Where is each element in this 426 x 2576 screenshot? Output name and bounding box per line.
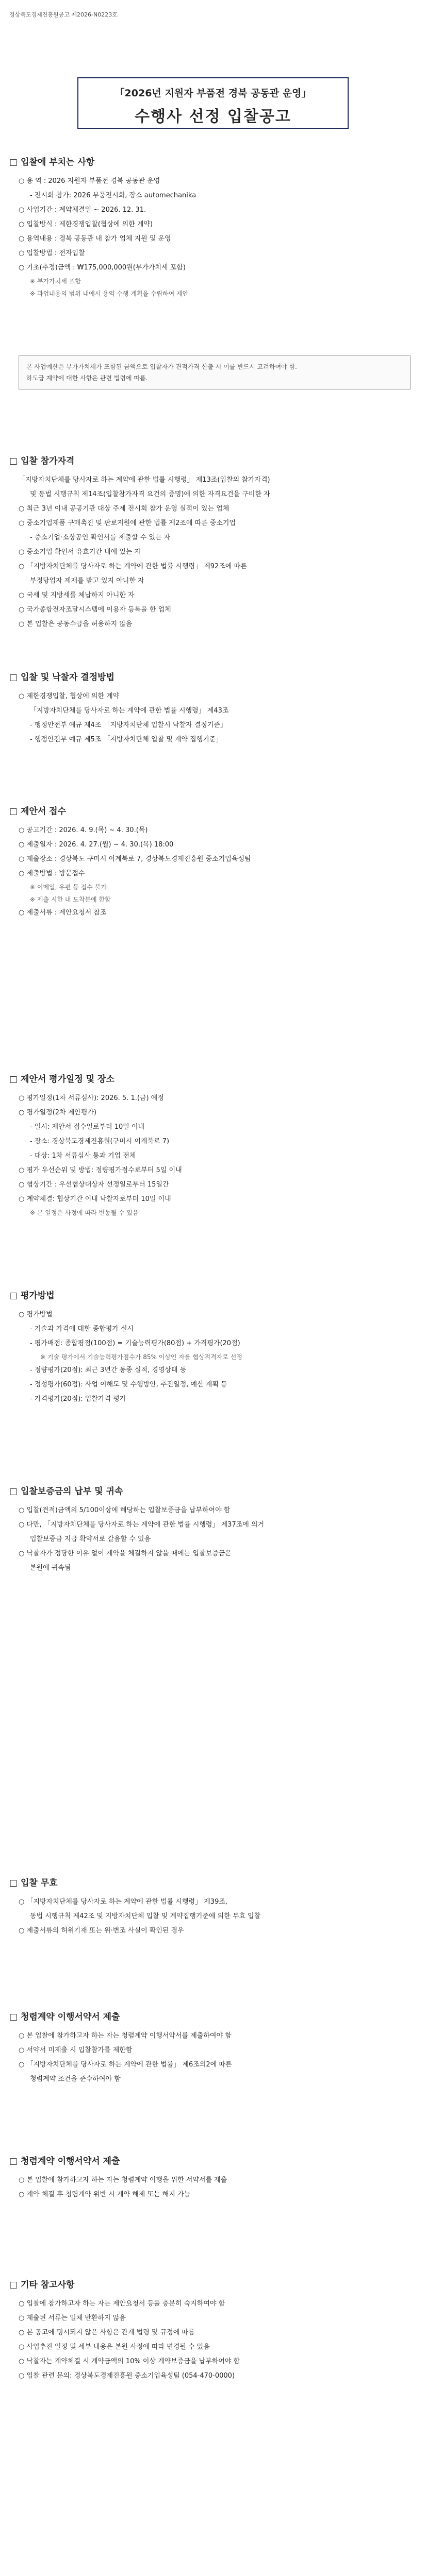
note: ※ 제출 시한 내 도착분에 한함 <box>30 896 111 903</box>
line: ○ 낙찰자는 계약체결 시 계약금액의 10% 이상 계약보증금을 납부하여야 함 <box>19 2358 240 2365</box>
line: ○ 「지방자치단체를 당사자로 하는 계약에 관한 법률 시행령」 제92조에 따른 <box>19 563 247 570</box>
section-other-notes <box>9 2277 417 2384</box>
line: ○ 본 공고에 명시되지 않은 사항은 관계 법령 및 규정에 따름 <box>19 2329 195 2336</box>
section-heading: □ 청렴계약 이행서약서 제출 <box>9 2156 120 2166</box>
line: - 평가배점: 종합평점(100점) = 기술능력평가(80점) + 가격평가(20점) <box>30 1340 240 1347</box>
note: ※ 기술 평가에서 기술능력평가점수가 85% 이상인 자를 협상적격자로 선정 <box>40 1353 242 1361</box>
line: ○ 평가일정(1차 서류심사): 2026. 5. 1.(금) 예정 <box>19 1094 164 1102</box>
line: ○ 제한경쟁입찰, 협상에 의한 계약 <box>19 692 120 700</box>
line: ○ 제출방법 : 방문접수 <box>19 870 85 877</box>
line: - 행정안전부 예규 제5조 「지방자치단체 입찰 및 계약 집행기준」 <box>30 736 223 743</box>
note: ※ 이메일, 우편 등 접수 불가 <box>30 884 107 891</box>
line: ○ 서약서 미제출 시 입찰참가를 제한함 <box>19 2046 133 2054</box>
section-heading: □ 입찰 참가자격 <box>9 456 75 466</box>
line: 「지방자치단체를 당사자로 하는 계약에 관한 법률 시행령」 제43조 <box>30 707 229 715</box>
line: - 행정안전부 예규 제4조 「지방자치단체 입찰시 낙찰자 결정기준」 <box>30 721 227 729</box>
section-heading: □ 제안서 평가일정 및 장소 <box>9 1074 114 1084</box>
section-evaluation-method <box>9 1288 417 1407</box>
box-line: 본 사업예산은 부가가치세가 포함된 금액으로 입찰자가 견적가격 산출 시 이를 반드시 고려하여야 함. <box>26 363 297 370</box>
line: ○ 다만, 「지방자치단체를 당사자로 하는 계약에 관한 법률 시행령」 제37조에 의거 <box>19 1521 265 1529</box>
section-evaluation-schedule <box>9 1072 417 1219</box>
notice-number: 경상북도경제진흥원공고 제2026-N0223호 <box>9 11 118 18</box>
line: ○ 국세 및 지방세를 체납하지 아니한 자 <box>19 591 135 599</box>
line: - 정성평가(60점): 사업 이해도 및 수행방안, 추진일정, 예산 계획 등 <box>30 1381 227 1388</box>
line: ○ 중소기업제품 구매촉진 및 판로지원에 관한 법률 제2조에 따른 중소기업 <box>19 519 236 527</box>
line: ○ 계약체결: 협상기간 이내 낙찰자로부터 10일 이내 <box>19 1195 171 1203</box>
line: ○ 용 역 : 2026 지원자 부품전 경북 공동관 운영 <box>19 177 160 185</box>
box-line: 하도급 계약에 대한 사항은 관련 법령에 따름. <box>26 375 148 382</box>
section-heading: □ 입찰에 부치는 사항 <box>9 157 95 167</box>
line: ○ 용역내용 : 경북 공동관 내 참가 업체 지원 및 운영 <box>19 235 171 243</box>
line: 청렴계약 조건을 준수하여야 함 <box>30 2075 121 2083</box>
section-heading: □ 청렴계약 이행서약서 제출 <box>9 2012 120 2022</box>
section-heading: □ 입찰보증금의 납부 및 귀속 <box>9 1486 123 1497</box>
line: - 장소: 경상북도경제진흥원(구미시 이계북로 7) <box>30 1138 170 1145</box>
line: - 일시: 제안서 접수일로부터 10일 이내 <box>30 1123 145 1131</box>
line: ○ 입찰에 참가하고자 하는 자는 제안요청서 등을 충분히 숙지하여야 함 <box>19 2300 225 2308</box>
section-heading: □ 제안서 접수 <box>9 806 67 817</box>
line: 부정당업자 제재를 받고 있지 아니한 자 <box>30 577 144 585</box>
line: ○ 공고기간 : 2026. 4. 9.(목) ~ 4. 30.(목) <box>19 826 148 834</box>
page-title: 수행사 선정 입찰공고 <box>135 108 291 126</box>
note: ※ 과업내용의 범위 내에서 용역 수행 계획을 수립하여 제안 <box>30 290 189 297</box>
line: ○ 중소기업 확인서 유효기간 내에 있는 자 <box>19 548 141 556</box>
line: ○ 기초(추정)금액 : ₩175,000,000원(부가가치세 포함) <box>19 264 186 272</box>
section-bid-invalid <box>9 1875 417 1939</box>
section-bid-items <box>9 155 417 300</box>
notice-box <box>19 355 411 389</box>
line: ○ 「지방자치단체를 당사자로 하는 계약에 관한 법률 시행령」 제39조, <box>19 1898 228 1906</box>
line: - 전시회 참가: 2026 부품전시회, 장소 automechanika <box>30 192 196 199</box>
line: ○ 제출일자 : 2026. 4. 27.(월) ~ 4. 30.(목) 18:00 <box>19 841 174 849</box>
line: ○ 입찰 관련 문의: 경상북도경제진흥원 중소기업육성팀 (054-470-0000) <box>19 2372 235 2380</box>
line: ○ 제출된 서류는 일체 반환하지 않음 <box>19 2314 126 2322</box>
line: ○ 사업추진 일정 및 세부 내용은 본원 사정에 따라 변경될 수 있음 <box>19 2343 210 2351</box>
title-small: 「2026년 지원자 부품전 경북 공동관 운영」 <box>114 88 312 99</box>
line: ○ 계약 체결 후 청렴계약 위반 시 계약 해제 또는 해지 가능 <box>19 2191 191 2198</box>
line: ○ 국가종합전자조달시스템에 이용자 등록을 한 업체 <box>19 606 171 614</box>
line: ○ 평가일정(2차 제안평가) <box>19 1109 97 1116</box>
line: ○ 제출서류의 허위기재 또는 위·변조 사실이 확인된 경우 <box>19 1927 184 1935</box>
line: - 정량평가(20점): 최근 3년간 동종 실적, 경영상태 등 <box>30 1366 187 1374</box>
section-heading: □ 평가방법 <box>9 1291 55 1301</box>
line: ○ 제출장소 : 경상북도 구미시 이계북로 7, 경상북도경제진흥원 중소기업육성팀 <box>19 855 251 863</box>
line: ○ 제출서류 : 제안요청서 참조 <box>19 909 107 917</box>
line: ○ 평가방법 <box>19 1311 53 1318</box>
line: - 중소기업·소상공인 확인서를 제출할 수 있는 자 <box>30 534 171 541</box>
line: ○ 「지방자치단체를 당사자로 하는 계약에 관한 법률」 제6조의2에 따른 <box>19 2061 232 2069</box>
section-integrity-contract <box>9 2154 417 2202</box>
line: ○ 사업기간 : 계약체결일 ~ 2026. 12. 31. <box>19 206 146 214</box>
line: ○ 본 입찰에 참가하고자 하는 자는 청렴계약 이행서약서를 제출하여야 함 <box>19 2032 232 2040</box>
section-eligibility <box>9 453 417 632</box>
line: 입찰보증금 지급 확약서로 갈음할 수 있음 <box>30 1535 151 1543</box>
section-submission <box>9 804 417 921</box>
line: ○ 입찰(견적)금액의 5/100이상에 해당하는 입찰보증금을 납부하여야 함 <box>19 1506 231 1514</box>
section-award-method <box>9 670 417 748</box>
line: ○ 본 입찰에 참가하고자 하는 자는 청렴계약 이행을 위한 서약서를 제출 <box>19 2176 227 2184</box>
note: ※ 본 일정은 사정에 따라 변동될 수 있음 <box>30 1209 139 1216</box>
note: ※ 부가가치세 포함 <box>30 278 81 285</box>
line: ○ 최근 3년 이내 공공기관 대상 주제 전시회 참가 운영 실적이 있는 업체 <box>19 505 230 513</box>
line: - 가격평가(20점): 입찰가격 평가 <box>30 1395 126 1403</box>
title-box <box>77 77 349 129</box>
line: 및 동법 시행규칙 제14조(입찰참가자격 요건의 증명)에 의한 자격요건을 구비한 자 <box>30 490 270 498</box>
line: - 기술과 가격에 대한 종합평가 실시 <box>30 1325 134 1333</box>
line: - 대상: 1차 서류심사 통과 기업 전체 <box>30 1152 136 1160</box>
line: ○ 협상기간 : 우선협상대상자 선정일로부터 15일간 <box>19 1181 169 1189</box>
line: 동법 시행규칙 제42조 및 지방자치단체 입찰 및 계약집행기준에 의한 무효 입찰 <box>30 1912 261 1920</box>
section-bid-bond <box>9 1484 417 1576</box>
line: ○ 입찰방법 : 전자입찰 <box>19 249 85 257</box>
line: ○ 평가 우선순위 및 방법: 정량평가점수로부터 5일 이내 <box>19 1166 182 1174</box>
section-heading: □ 입찰 무효 <box>9 1878 58 1888</box>
section-heading: □ 기타 참고사항 <box>9 2280 75 2290</box>
line: 「지방자치단체를 당사자로 하는 계약에 관한 법률 시행령」 제13조(입찰의 참가자격) <box>19 476 270 484</box>
section-integrity-pledge <box>9 2009 417 2087</box>
line: 본원에 귀속됨 <box>30 1564 71 1572</box>
section-heading: □ 입찰 및 낙찰자 결정방법 <box>9 672 114 683</box>
line: ○ 입찰방식 : 제한경쟁입찰(협상에 의한 계약) <box>19 221 153 228</box>
line: ○ 낙찰자가 정당한 이유 없이 계약을 체결하지 않을 때에는 입찰보증금은 <box>19 1550 232 1557</box>
line: ○ 본 입찰은 공동수급을 허용하지 않음 <box>19 620 133 628</box>
